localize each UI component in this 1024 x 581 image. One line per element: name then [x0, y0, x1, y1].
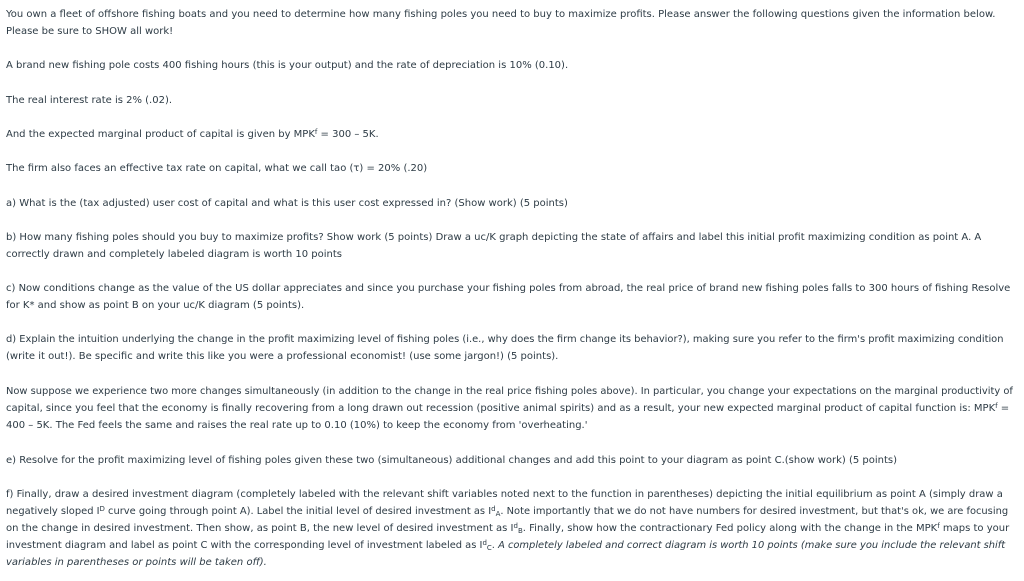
question-f-line-1: f) Finally, draw a desired investment diagram (completely labeled with the relevant shift variables noted next to the function in parentheses) depicting the initial equilibrium as point A (simply draw a	[6, 489, 1003, 500]
qf-l4-sub: C	[486, 544, 492, 552]
intro-line-2: Please be sure to SHOW all work!	[6, 26, 174, 37]
qf-l2-b: curve going through point A). Label the initial level of desired investment as I	[104, 506, 492, 517]
question-c-line-1: c) Now conditions change as the value of the US dollar appreciates and since you purchase your fishing poles from abroad, the real price of brand new fishing poles falls to 300 hours of fishing Resolve	[6, 283, 1011, 294]
question-f-line-4	[6, 537, 1005, 554]
qf-l3-sub: B	[517, 527, 523, 535]
question-f-line-5	[6, 554, 267, 571]
qf-l2-sup: D	[99, 505, 105, 513]
change-mpk-sup: f	[995, 402, 998, 410]
change-mpk-eq: =	[997, 403, 1010, 414]
given-real-rate: The real interest rate is 2% (.02).	[6, 95, 173, 106]
given-mpk-sup: f	[314, 128, 318, 136]
qf-l3-sup: d	[513, 522, 518, 530]
qf-l5-italic: variables in parentheses or points will be taken off).	[6, 557, 267, 568]
qf-l3-sup2: f	[937, 522, 940, 530]
qf-l2-sub: A	[495, 510, 501, 518]
question-f-line-2	[6, 503, 1008, 520]
qf-l4-a: investment diagram and label as point C with the corresponding level of investment labeled as I	[6, 540, 483, 551]
qf-l3-c: maps to your	[939, 523, 1010, 534]
change-line-1: Now suppose we experience two more changes simultaneously (in addition to the change in the real price fishing poles above). In particular, you change your expectations on the marginal productivity of	[6, 386, 1013, 397]
given-mpk-eq: = 300 – 5K.	[317, 129, 379, 140]
question-e: e) Resolve for the profit maximizing level of fishing poles given these two (simultaneous) additional changes and add this point to your diagram as point C.(show work) (5 points)	[6, 455, 898, 466]
question-a: a) What is the (tax adjusted) user cost of capital and what is this user cost expressed in? (Show work) (5 points)	[6, 198, 568, 209]
qf-l2-sup2: d	[491, 505, 496, 513]
intro-line-1: You own a fleet of offshore fishing boats and you need to determine how many fishing poles you need to buy to maximize profits. Please answer the following questions given the information below.	[6, 9, 996, 20]
change-line-3: 400 – 5K. The Fed feels the same and raises the real rate up to 0.10 (10%) to keep the economy from 'overheating.'	[6, 420, 588, 431]
qf-l4-italic: A completely labeled and correct diagram is worth 10 points (make sure you include the relevant shift	[498, 540, 1006, 551]
given-mpk-text: And the expected marginal product of capital is given by MPK	[6, 129, 315, 140]
qf-l3-a: on the change in desired investment. Then show, as point B, the new level of desired investment as I	[6, 523, 514, 534]
qf-l4-sup: d	[482, 539, 487, 547]
qf-l3-b: . Finally, show how the contractionary Fed policy along with the change in the MPK	[522, 523, 938, 534]
question-b-line-1: b) How many fishing poles should you buy to maximize profits? Show work (5 points) Draw a uc/K graph depicting the state of affairs and label this initial profit maximizing condition as point A. A	[6, 232, 982, 243]
given-mpk	[6, 126, 379, 143]
question-c-line-2: for K* and show as point B on your uc/K diagram (5 points).	[6, 300, 305, 311]
question-b-line-2: correctly drawn and completely labeled diagram is worth 10 points	[6, 249, 343, 260]
qf-l2-c: . Note importantly that we do not have numbers for desired investment, but that's ok, we are focusing	[500, 506, 1009, 517]
question-d-line-2: (write it out!). Be specific and write this like you were a professional economist! (use some jargon!) (5 points).	[6, 351, 559, 362]
question-d-line-1: d) Explain the intuition underlying the change in the profit maximizing level of fishing poles (i.e., why does the firm change its behavior?), making sure you refer to the firm's profit maximizing condition	[6, 334, 1004, 345]
change-line-2-text: capital, since you feel that the economy is finally recovering from a long drawn out recession (positive animal spirits) and as a result, your new expected marginal product of capital function is: MPK	[6, 403, 996, 414]
change-line-2	[6, 400, 1009, 417]
question-f-line-3	[6, 520, 1009, 537]
qf-l4-b: .	[491, 540, 499, 551]
given-pole-cost: A brand new fishing pole costs 400 fishing hours (this is your output) and the rate of depreciation is 10% (0.10).	[6, 60, 569, 71]
given-tax: The firm also faces an effective tax rate on capital, what we call tao (τ) = 20% (.20)	[6, 163, 428, 174]
qf-l2-a: negatively sloped I	[6, 506, 100, 517]
